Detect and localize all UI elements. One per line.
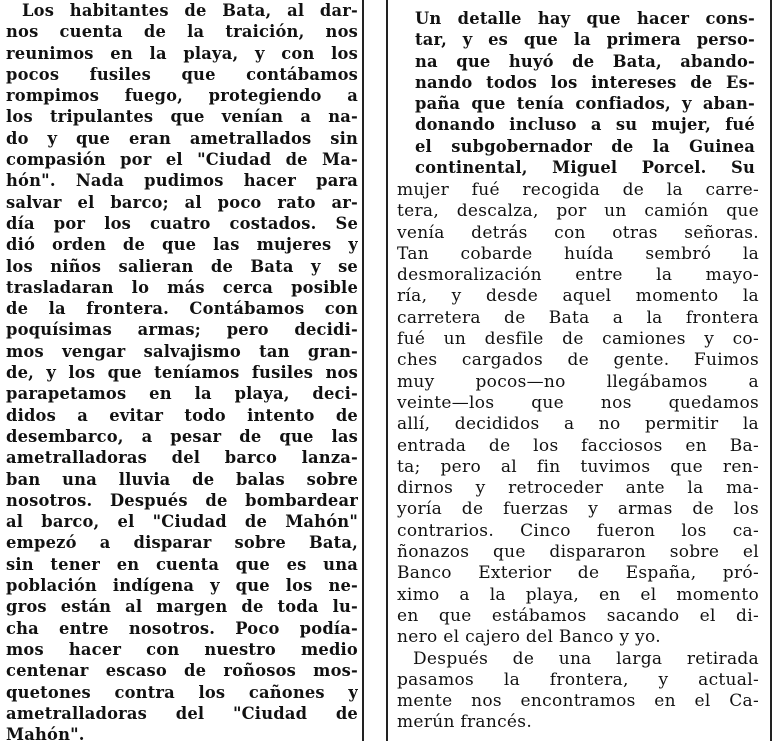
text-line: el subgobernador de la Guinea (415, 136, 755, 156)
text-line: nosotros. Después de bombardear (6, 490, 358, 510)
text-line: reunimos en la playa, y con los (6, 43, 358, 63)
text-line: trasladaran lo más cerca posible (6, 277, 358, 297)
text-line: mos hacer con nuestro medio (6, 639, 358, 659)
text-line: do y que eran ametrallados sin (6, 128, 358, 148)
right-edge-rule (770, 0, 772, 741)
text-line: ximo a la playa, en el momento (397, 584, 759, 605)
text-line: empezó a disparar sobre Bata, (6, 533, 358, 553)
text-line: tar, y es que la primera perso- (415, 30, 755, 50)
text-line: venía detrás con otras señoras. (397, 222, 759, 243)
text-line: donando incluso a su mujer, fué (415, 115, 755, 135)
text-line: centenar escaso de roñosos mos- (6, 661, 358, 681)
text-line: mujer fué recogida de la carre- (397, 180, 759, 200)
text-line: ametralladoras del barco lanza- (6, 448, 358, 468)
text-line: na que huyó de Bata, abando- (415, 51, 755, 71)
text-line: desmoralización entre la mayo- (397, 265, 759, 286)
text-line: contrarios. Cinco fueron los ca- (397, 520, 759, 541)
text-line: fué un desfile de camiones y co- (397, 329, 759, 350)
text-line: pocos fusiles que contábamos (6, 64, 358, 84)
text-line: de, y los que teníamos fusiles nos (6, 363, 358, 383)
text-line: ches cargados de gente. Fuimos (397, 350, 759, 371)
text-line: yoría de fuerzas y armas de los (397, 499, 759, 520)
right-top-article-column (389, 8, 769, 181)
text-line: Los habitantes de Bata, al dar- (22, 1, 358, 20)
text-line: Mahón". (6, 725, 85, 741)
text-line: ría, y desde aquel momento la (397, 286, 759, 307)
text-line: mente nos encontramos en el Ca- (397, 691, 759, 712)
text-line: pasamos la frontera, y actual- (397, 669, 759, 690)
text-line: continental, Miguel Porcel. Su (415, 158, 755, 178)
text-line: paña que tenía confiados, y aban- (415, 94, 755, 114)
text-line: poquísimas armas; pero decidi- (6, 320, 358, 340)
text-line: Después de una larga retirada (413, 648, 759, 669)
text-line: ban una lluvia de balas sobre (6, 469, 358, 489)
text-line: entrada de los facciosos en Ba- (397, 435, 759, 456)
text-line: desembarco, a pesar de que las (6, 426, 358, 446)
text-line: ametralladoras del "Ciudad de (6, 703, 358, 723)
text-line: parapetamos en la playa, deci- (6, 384, 358, 404)
text-line: sin tener en cuenta que es una (6, 554, 358, 574)
text-line: gros están al margen de toda lu- (6, 597, 358, 617)
right-bottom-article-column (389, 180, 769, 741)
column-divider-right (386, 0, 388, 741)
text-line: Un detalle hay que hacer cons- (415, 9, 755, 28)
text-line: allí, decididos a no permitir la (397, 414, 759, 435)
text-line: cha entre nosotros. Poco podía- (6, 618, 358, 638)
text-line: nos cuenta de la traición, nos (6, 22, 358, 42)
left-article-column (0, 0, 362, 741)
text-line: dirnos y retroceder ante la ma- (397, 478, 759, 499)
text-line: población indígena y que los ne- (6, 576, 358, 596)
text-line: día por los cuatro costados. Se (6, 213, 358, 233)
text-line: quetones contra los cañones y (6, 682, 358, 702)
column-divider-left (362, 0, 364, 741)
text-line: en que estábamos sacando el di- (397, 605, 759, 626)
text-line: los tripulantes que venían a na- (6, 107, 358, 127)
text-line: nero el cajero del Banco y yo. (397, 627, 661, 648)
text-line: nando todos los intereses de Es- (415, 72, 755, 92)
text-line: didos a evitar todo intento de (6, 405, 358, 425)
text-line: los niños salieran de Bata y se (6, 256, 358, 276)
text-line: hón". Nada pudimos hacer para (6, 171, 358, 191)
text-line: tera, descalza, por un camión que (397, 201, 759, 222)
text-line: veinte—los que nos quedamos (397, 392, 759, 413)
text-line: compasión por el "Ciudad de Ma- (6, 150, 358, 170)
text-line: salvar el barco; al poco rato ar- (6, 192, 358, 212)
text-line: de la frontera. Contábamos con (6, 299, 358, 319)
text-line: carretera de Bata a la frontera (397, 307, 759, 328)
text-line: dió orden de que las mujeres y (6, 235, 358, 255)
text-line: ta; pero al fin tuvimos que ren- (397, 456, 759, 477)
text-line: Tan cobarde huída sembró la (397, 243, 759, 264)
text-line: ñonazos que dispararon sobre el (397, 542, 759, 563)
text-line: mos vengar salvajismo tan gran- (6, 341, 358, 361)
text-line: merún francés. (397, 712, 533, 733)
text-line: rompimos fuego, protegiendo a (6, 86, 358, 106)
text-line: muy pocos—no llegábamos a (397, 371, 759, 392)
text-line: al barco, el "Ciudad de Mahón" (6, 512, 358, 532)
text-line: Banco Exterior de España, pró- (397, 563, 759, 584)
